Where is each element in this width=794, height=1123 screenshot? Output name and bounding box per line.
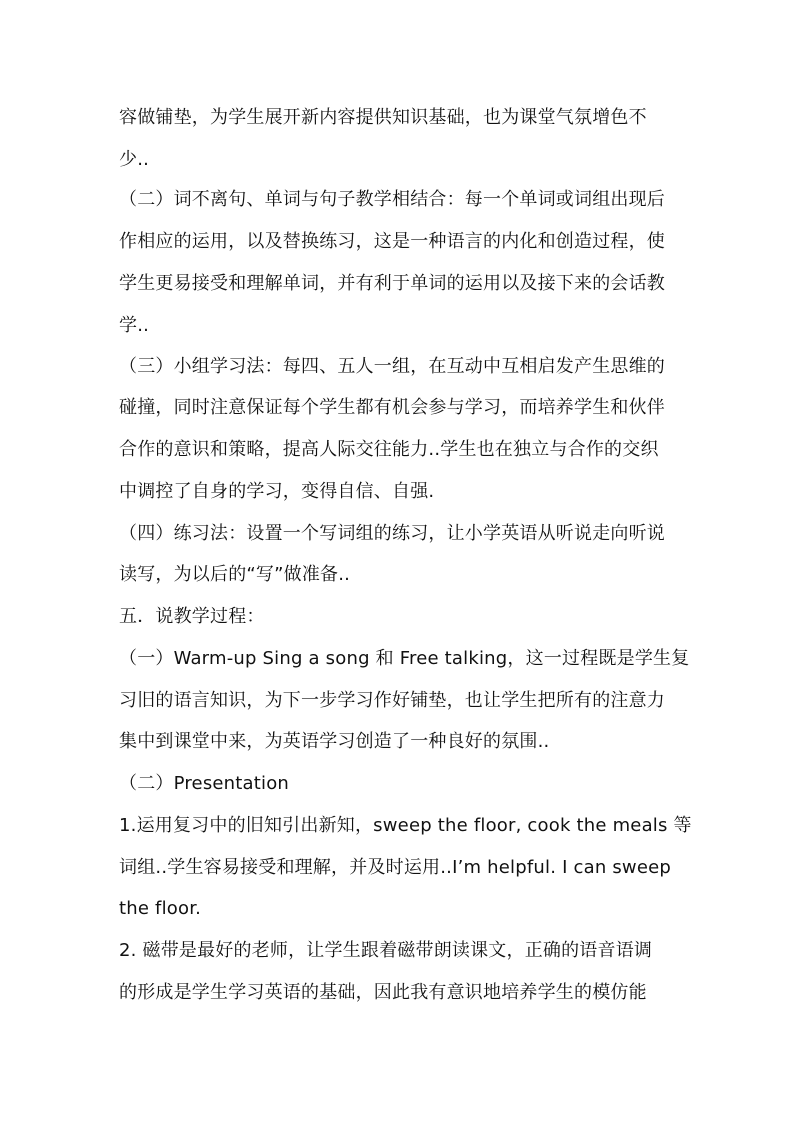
text-line: 词组..学生容易接受和理解，并及时运用..I’m helpful. I can sweep [119,857,672,878]
text-line: 学生更易接受和理解单词，并有利于单词的运用以及接下来的会话教 [119,273,665,294]
text-line: 的形成是学生学习英语的基础，因此我有意识地培养学生的模仿能 [119,982,647,1003]
text-line: 碰撞，同时注意保证每个学生都有机会参与学习，而培养学生和伙伴 [119,397,665,418]
text-line: 少.. [119,149,150,170]
text-line: the floor. [119,898,202,919]
text-line: 1.运用复习中的旧知引出新知，sweep the floor, cook the meals 等 [119,815,692,836]
text-line: 合作的意识和策略，提高人际交往能力..学生也在独立与合作的交织 [119,439,659,460]
text-line: 习旧的语言知识，为下一步学习作好铺垫，也让学生把所有的注意力 [119,690,665,711]
section-heading: 五．说教学过程： [119,606,265,627]
text-line: 作相应的运用，以及替换练习，这是一种语言的内化和创造过程，使 [119,231,665,252]
text-line: 学.. [119,315,150,336]
text-line: （二）词不离句、单词与句子教学相结合：每一个单词或词组出现后 [119,189,665,210]
text-line: （二）Presentation [119,773,290,794]
text-line: 读写，为以后的“写”做准备.. [119,564,351,585]
text-line: 集中到课堂中来，为英语学习创造了一种良好的氛围.. [119,731,550,752]
text-line: （一）Warm-up Sing a song 和 Free talking，这一过程既是学生复 [119,648,690,669]
text-line: 2. 磁带是最好的老师，让学生跟着磁带朗读课文，正确的语音语调 [119,940,653,961]
text-line: （三）小组学习法：每四、五人一组，在互动中互相启发产生思维的 [119,356,665,377]
text-line: 中调控了自身的学习，变得自信、自强. [119,481,435,502]
text-line: 容做铺垫，为学生展开新内容提供知识基础，也为课堂气氛增色不 [119,107,647,128]
text-line: （四）练习法：设置一个写词组的练习，让小学英语从听说走向听说 [119,523,665,544]
